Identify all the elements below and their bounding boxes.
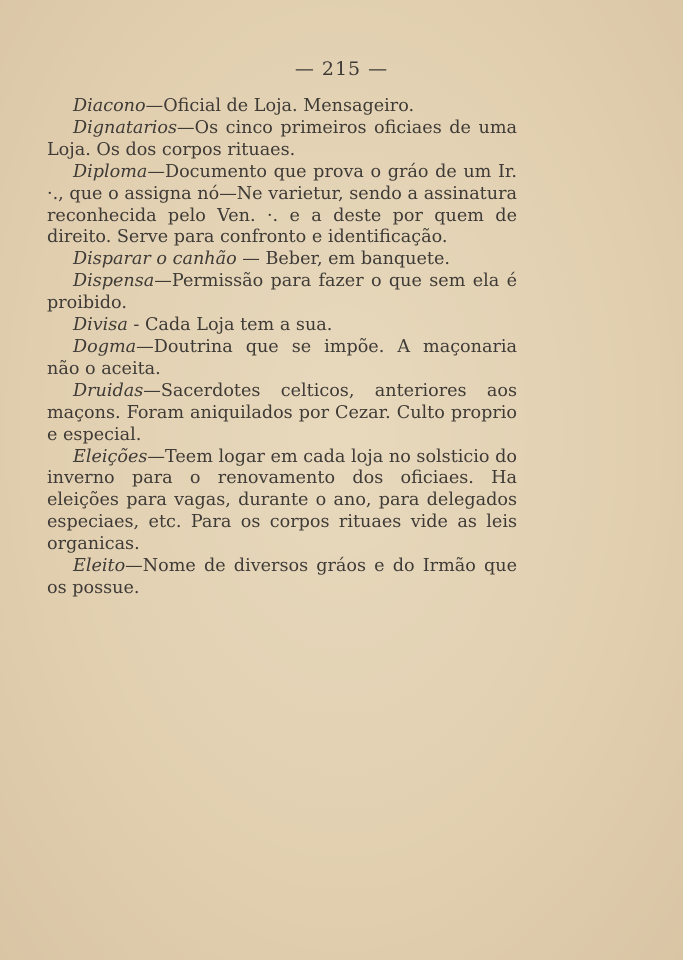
entry-term: Divisa [73,315,128,336]
entry-term: Eleito [73,556,126,577]
entry-separator: — [136,336,154,357]
glossary-entry [47,381,517,447]
entry-definition: Documento que prova o gráo de um Ir. ·., que o assigna nó—Ne varietur, sendo a assinatura reconhecida pelo Ven. ·. e a deste por quem de direito. Serve para confronto e identificação. [47,161,517,248]
entry-separator: — [177,117,195,138]
entry-definition: Os cinco primeiros oficiaes de uma Loja. Os dos corpos rituaes. [47,117,517,160]
entry-separator: — [145,96,164,116]
entry-definition: Beber, em banquete. [265,249,450,270]
entry-separator: — [147,446,165,467]
entry-definition: Sacerdotes celticos, anteriores aos maçons. Foram aniquilados por Cezar. Culto proprio e especial. [47,380,517,445]
entry-separator: — [143,380,161,401]
entry-definition: Oficial de Loja. Mensageiro. [163,96,415,116]
entry-definition: Teem logar em cada loja no solsticio do inverno para o renovamento dos oficiaes. Ha eleições para vagas, durante o ano, para delegados especiaes, etc. Para os corpos rituaes vide as leis organicas. [47,446,517,555]
entry-term: Disparar o canhão [73,249,237,270]
glossary-entry [47,118,517,162]
entry-term: Diploma [73,161,148,182]
entry-term: Dispensa [73,271,155,292]
entry-definition: Doutrina que se impõe. A maçonaria não o aceita. [47,336,517,379]
glossary-entry [47,337,517,381]
entry-term: Druidas [73,380,144,401]
glossary-entries [47,96,517,600]
entry-separator: - [127,315,145,336]
entry-separator: — [154,271,172,292]
glossary-entry [47,315,517,337]
entry-separator: — [236,249,266,270]
glossary-entry [47,96,517,118]
entry-term: Eleições [73,446,148,467]
glossary-entry [47,249,517,271]
glossary-entry [47,162,517,250]
entry-separator: — [147,161,165,182]
page-number: — 215 — [294,58,389,80]
entry-term: Dogma [73,336,137,357]
glossary-entry [47,271,517,315]
glossary-entry [47,556,517,600]
glossary-entry [47,447,517,557]
entry-separator: — [125,556,143,577]
entry-definition: Cada Loja tem a sua. [144,315,333,336]
entry-definition: Permissão para fazer o que sem ela é proibido. [47,271,517,314]
entry-term: Diacono [73,96,146,116]
entry-definition: Nome de diversos gráos e do Irmão que os possue. [47,556,517,598]
entry-term: Dignatarios [73,117,178,138]
